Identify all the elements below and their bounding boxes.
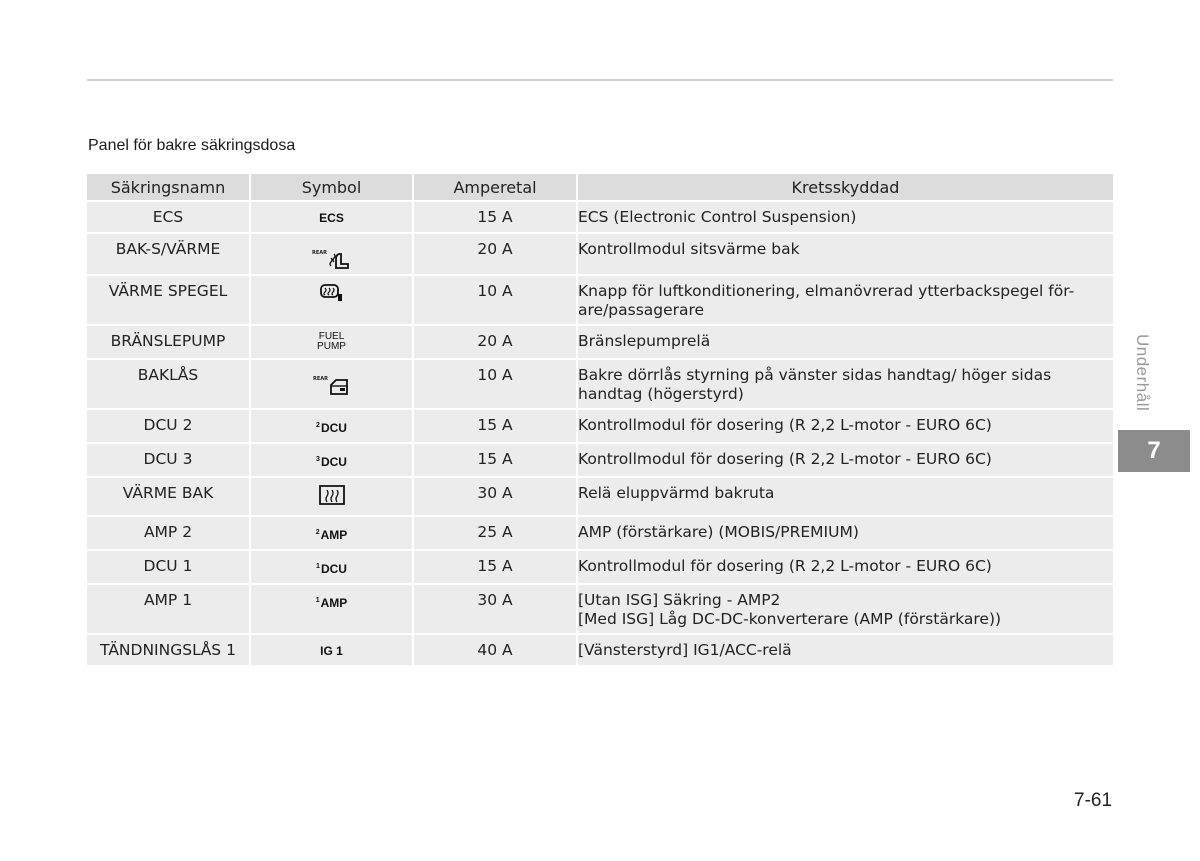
fuse-description: Bakre dörrlås styrning på vänster sidas handtag/ höger sidas handtag (högerstyrd) xyxy=(578,360,1113,410)
fuse-symbol xyxy=(251,517,414,551)
amp-symbol xyxy=(316,596,348,610)
header-fuse-name: Säkringsnamn xyxy=(87,174,251,202)
fuse-amperage: 15 A xyxy=(414,551,578,585)
fuse-description: Kontrollmodul sitsvärme bak xyxy=(578,234,1113,276)
fuse-amperage: 30 A xyxy=(414,585,578,635)
table-row xyxy=(87,276,1113,326)
rear-tag: REAR xyxy=(312,250,327,256)
fuse-symbol xyxy=(251,410,414,444)
dcu-symbol xyxy=(316,562,347,576)
header-protected-circuit: Kretsskyddad xyxy=(578,174,1113,202)
page-number: 7-61 xyxy=(1074,790,1113,811)
fuse-name: DCU 3 xyxy=(87,444,251,478)
fuse-symbol xyxy=(251,234,414,276)
fuse-description: AMP (förstärkare) (MOBIS/PREMIUM) xyxy=(578,517,1113,551)
fuse-symbol xyxy=(251,478,414,517)
chapter-number-tab: 7 xyxy=(1118,430,1190,472)
table-row xyxy=(87,635,1113,667)
symbol-text: AMP xyxy=(320,596,348,610)
rear-door-lock-icon xyxy=(313,376,350,396)
ig1-symbol: IG 1 xyxy=(320,644,343,658)
section-title: Panel för bakre säkringsdosa xyxy=(88,137,296,154)
symbol-superscript: 1 xyxy=(316,563,320,570)
table-row xyxy=(87,478,1113,517)
fuse-description: Knapp för luftkonditionering, elmanövrerad ytterbackspegel för-are/passagerare xyxy=(578,276,1113,326)
table-row xyxy=(87,585,1113,635)
table-row xyxy=(87,517,1113,551)
fuse-amperage: 30 A xyxy=(414,478,578,517)
fuse-description: Kontrollmodul för dosering (R 2,2 L-motor - EURO 6C) xyxy=(578,444,1113,478)
table-row xyxy=(87,410,1113,444)
fuse-description: [Vänsterstyrd] IG1/ACC-relä xyxy=(578,635,1113,667)
fuse-name: TÄNDNINGSLÅS 1 xyxy=(87,635,251,667)
symbol-text: DCU xyxy=(320,455,347,469)
table-row xyxy=(87,551,1113,585)
fuse-amperage: 20 A xyxy=(414,326,578,360)
header-amperage: Amperetal xyxy=(414,174,578,202)
fuse-name: BAK-S/VÄRME xyxy=(87,234,251,276)
fuse-symbol xyxy=(251,444,414,478)
fuse-description: ECS (Electronic Control Suspension) xyxy=(578,202,1113,234)
dcu-symbol xyxy=(316,421,347,435)
rear-defroster-icon xyxy=(317,484,347,506)
amp-symbol xyxy=(316,528,348,542)
fuse-symbol xyxy=(251,326,414,360)
table-header-row xyxy=(87,174,1113,202)
fuse-symbol xyxy=(251,635,414,667)
symbol-text: AMP xyxy=(320,528,348,542)
fuse-amperage: 10 A xyxy=(414,360,578,410)
symbol-text: DCU xyxy=(320,421,347,435)
table-row xyxy=(87,202,1113,234)
description-line: [Utan ISG] Säkring - AMP2 xyxy=(578,591,781,609)
symbol-superscript: 3 xyxy=(316,456,320,463)
fuse-symbol xyxy=(251,276,414,326)
symbol-superscript: 2 xyxy=(315,529,320,536)
fuse-description: Kontrollmodul för dosering (R 2,2 L-motor - EURO 6C) xyxy=(578,551,1113,585)
fuse-description: Kontrollmodul för dosering (R 2,2 L-motor - EURO 6C) xyxy=(578,410,1113,444)
dcu-symbol xyxy=(316,455,347,469)
fuse-amperage: 15 A xyxy=(414,202,578,234)
table-row xyxy=(87,444,1113,478)
fuse-description xyxy=(578,585,1113,635)
header-symbol: Symbol xyxy=(251,174,414,202)
table-row xyxy=(87,360,1113,410)
table-row xyxy=(87,234,1113,276)
fuse-name: AMP 2 xyxy=(87,517,251,551)
fuse-name: ECS xyxy=(87,202,251,234)
fuel-pump-symbol xyxy=(317,332,346,352)
fuse-symbol xyxy=(251,585,414,635)
fuse-amperage: 15 A xyxy=(414,410,578,444)
symbol-superscript: 2 xyxy=(316,422,320,429)
fuse-name: VÄRME SPEGEL xyxy=(87,276,251,326)
chapter-side-label: Underhåll xyxy=(1133,334,1152,412)
rear-seat-heater-icon xyxy=(312,250,351,270)
description-line: [Med ISG] Låg DC-DC-konverterare (AMP (förstärkare)) xyxy=(578,610,1002,628)
fuse-amperage: 10 A xyxy=(414,276,578,326)
fuse-table xyxy=(87,174,1113,667)
fuse-symbol xyxy=(251,360,414,410)
fuse-description: Relä eluppvärmd bakruta xyxy=(578,478,1113,517)
mirror-heater-icon xyxy=(319,282,345,304)
fuse-amperage: 40 A xyxy=(414,635,578,667)
rear-tag: REAR xyxy=(313,376,328,382)
fuse-name: BRÄNSLEPUMP xyxy=(87,326,251,360)
symbol-superscript: 1 xyxy=(315,597,320,604)
table-row xyxy=(87,326,1113,360)
top-rule xyxy=(87,79,1113,81)
fuse-name: VÄRME BAK xyxy=(87,478,251,517)
fuse-symbol xyxy=(251,202,414,234)
fuse-amperage: 15 A xyxy=(414,444,578,478)
fuse-amperage: 20 A xyxy=(414,234,578,276)
fuel-pump-line1: FUEL xyxy=(318,331,345,342)
fuse-name: BAKLÅS xyxy=(87,360,251,410)
symbol-text: DCU xyxy=(320,562,347,576)
fuse-name: AMP 1 xyxy=(87,585,251,635)
fuse-name: DCU 1 xyxy=(87,551,251,585)
fuse-symbol xyxy=(251,551,414,585)
ecs-symbol: ECS xyxy=(319,211,344,225)
fuse-description: Bränslepumprelä xyxy=(578,326,1113,360)
fuse-amperage: 25 A xyxy=(414,517,578,551)
fuel-pump-line2: PUMP xyxy=(317,341,346,352)
fuse-name: DCU 2 xyxy=(87,410,251,444)
